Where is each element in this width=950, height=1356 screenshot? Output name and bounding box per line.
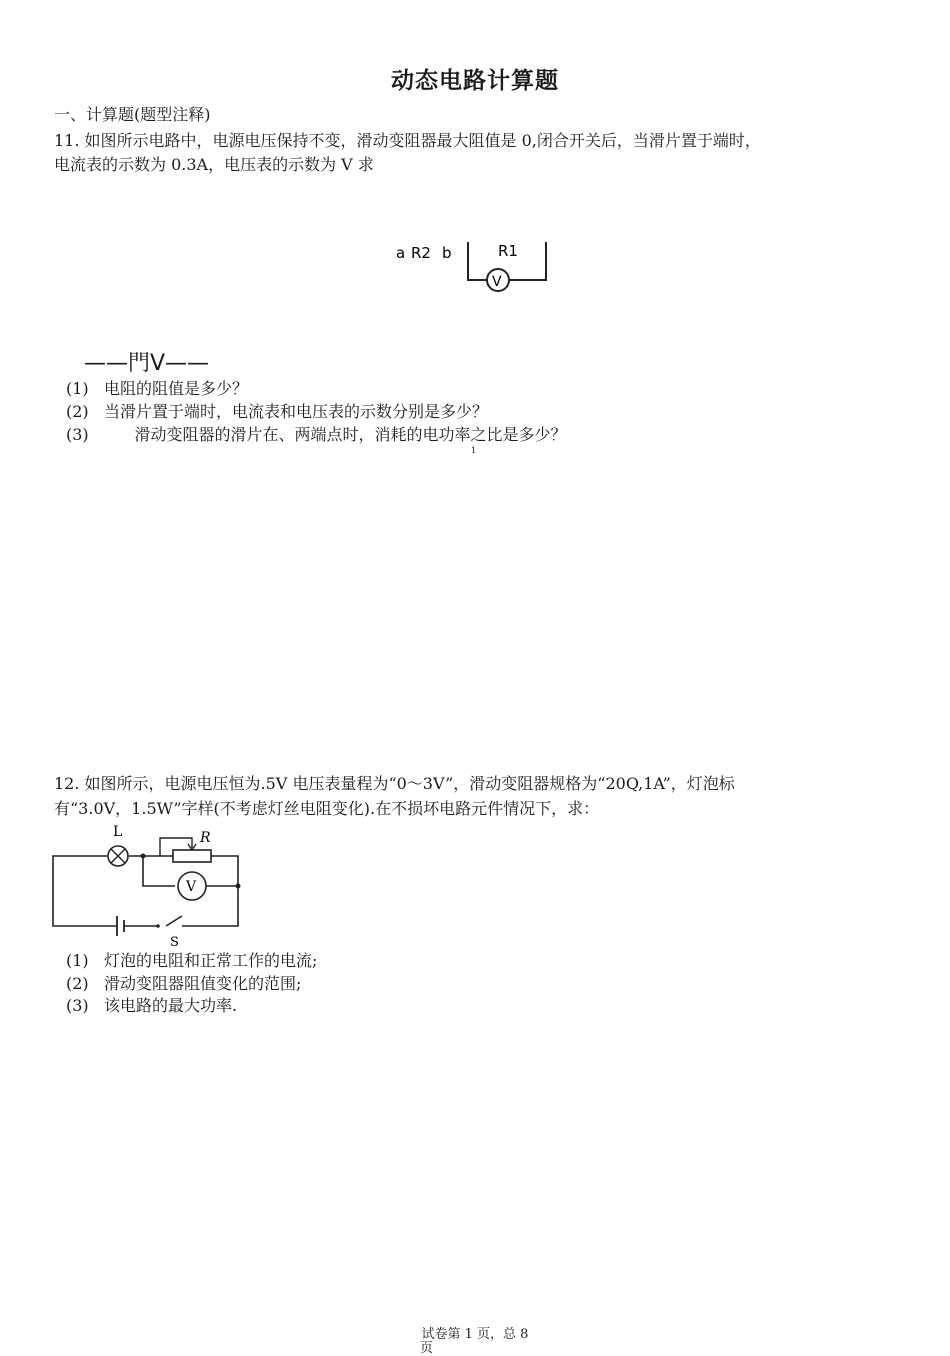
q12-stem-line-2: 有“3.0V，1.5W”字样(不考虑灯丝电阻变化).在不损坏电路元件情况下，求：: [54, 799, 600, 818]
q11-part-1-text: 电阻的阻值是多少？: [104, 379, 249, 398]
q11-stem-line-2: 电流表的示数为 0.3A，电压表的示数为 V 求: [54, 155, 374, 174]
battery-icon: [117, 916, 124, 936]
q12-part-2-text: 滑动变阻器阻值变化的范围;: [104, 974, 302, 993]
q12-label-r: R: [200, 830, 211, 846]
q12-part-3-text: 该电路的最大功率.: [104, 996, 238, 1015]
q11-circuit-diagram: [390, 236, 560, 296]
q11-stray-text: ——門V——: [84, 351, 210, 376]
section-heading: 一、计算题(题型注释): [54, 105, 211, 124]
q12-part-2: [66, 973, 301, 995]
q12-part-2-number: (2): [66, 974, 89, 993]
page-footer: 试卷第 1 页，总 8: [421, 1327, 529, 1342]
page-footer-continued: 页: [420, 1341, 434, 1356]
q11-part-1: [66, 378, 248, 400]
q11-label-a: a: [396, 244, 406, 262]
q12-stem-line-1: 12. 如图所示，电源电压恒为.5V 电压表量程为“0～3V”，滑动变阻器规格为“20Q,1A”，灯泡标: [54, 774, 735, 793]
q11-label-b: b: [442, 244, 452, 262]
q12-voltmeter-label: V: [186, 879, 197, 895]
q11-tiny-mark: 1: [471, 446, 477, 455]
junction-dot: [236, 884, 241, 889]
q11-part-1-number: (1): [66, 379, 89, 398]
q11-part-2-number: (2): [66, 402, 89, 421]
rheostat-icon: [173, 850, 211, 862]
q11-part-2-text: 当滑片置于端时，电流表和电压表的示数分别是多少？: [104, 402, 489, 421]
q12-label-s: S: [170, 935, 179, 950]
switch-pivot: [156, 924, 160, 928]
q11-part-3-text: 滑动变阻器的滑片在、两端点时，消耗的电功率之比是多少？: [104, 425, 567, 444]
q11-part-3: [66, 424, 567, 446]
q11-label-r1: R1: [498, 242, 518, 260]
q12-part-3-number: (3): [66, 996, 89, 1015]
q12-part-1: [66, 950, 317, 972]
q12-part-3: [66, 995, 237, 1017]
q11-voltmeter-label: V: [492, 274, 502, 290]
q12-part-1-text: 灯泡的电阻和正常工作的电流;: [104, 951, 318, 970]
q11-part-2: [66, 401, 488, 423]
q11-label-r2: R2: [411, 244, 431, 262]
junction-dot: [141, 854, 146, 859]
q12-wire: [53, 856, 238, 926]
q11-stem-line-1: 11. 如图所示电路中，电源电压保持不变，滑动变阻器最大阻值是 0,闭合开关后，当滑片置于端时，: [54, 131, 761, 150]
q12-circuit-diagram: [50, 822, 250, 952]
q11-part-3-number: (3): [66, 425, 89, 444]
q12-part-1-number: (1): [66, 951, 89, 970]
q12-label-l: L: [113, 824, 123, 840]
page-title: 动态电路计算题: [391, 68, 559, 94]
